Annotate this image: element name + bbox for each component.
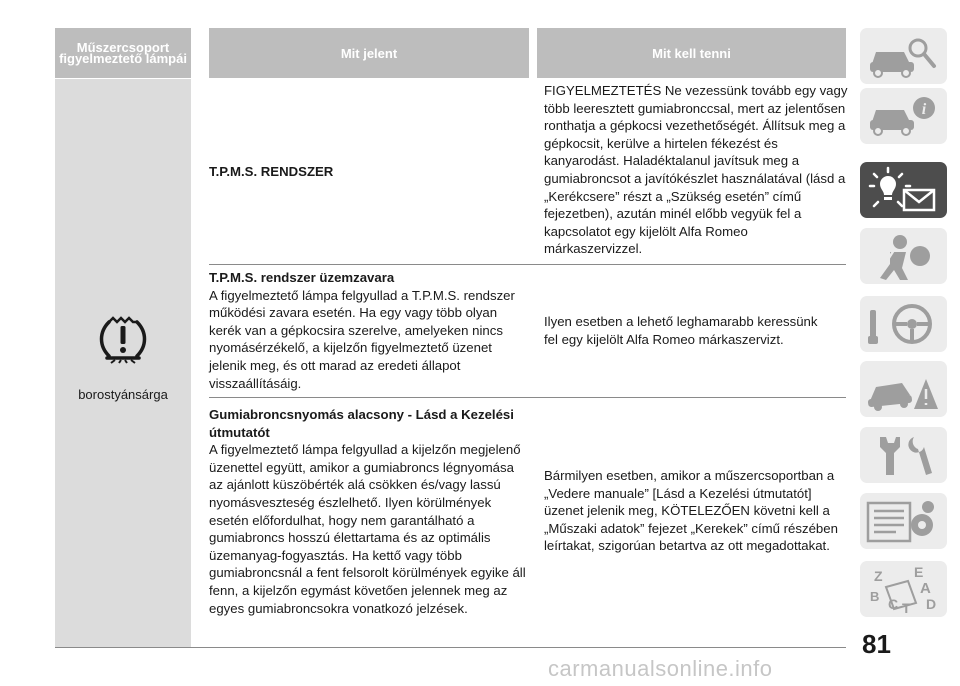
warning-light-message-icon	[860, 162, 947, 218]
index-letter-z: Z	[874, 568, 883, 584]
car-info-icon	[860, 88, 947, 144]
row3-action: Bármilyen esetben, amikor a műszercsoportban a „Vedere manuale” [Lásd a Kezelési útmutatót] üzenet jelenik meg, KÖTELEZŐEN követni kell a „Műszaki adatok” fejezet „Kerekek” című részében leírtakat, szigorúan betartva az ott megadottakat.	[544, 468, 838, 554]
alphabet-index-icon	[860, 561, 947, 617]
row1-action: FIGYELMEZTETÉS Ne vezessünk tovább egy vagy több leeresztett gumiabronccsal, mert az jelentősen ronthatja a gépkocsi vezethetőségét. Állítsuk meg a gépkocsit, kerülve a hirtelen fékezést és kanyarodást. Haladéktalanul javítsuk meg a gumiabroncsot a javítókészlet használatával (lásd a „Kerékcsere” részt a „Szükség esetén” című fejezetben), azután minél előbb vegyük fel a kapcsolatot egy kijelölt Alfa Romeo márkaszervizzel.	[544, 83, 848, 257]
watermark: carmanualsonline.info	[548, 656, 773, 681]
index-letter-t: T	[902, 600, 911, 616]
index-letter-e: E	[914, 564, 924, 580]
airbag-safety-icon	[860, 228, 947, 284]
chapter-tab-maintenance[interactable]	[860, 427, 947, 483]
index-letter-c: C	[888, 596, 899, 612]
index-letter-b: B	[870, 589, 880, 604]
car-search-icon	[860, 28, 947, 84]
chapter-tab-technical-data[interactable]	[860, 493, 947, 549]
index-letter-d: D	[926, 596, 937, 612]
page-number: 81	[862, 629, 891, 659]
row1-meaning	[209, 163, 524, 181]
svg-text:i: i	[921, 101, 927, 118]
tech-data-gear-icon	[860, 493, 947, 549]
row1-meaning-title: T.P.M.S. RENDSZER	[209, 164, 334, 179]
header-lamp-group-label: Műszercsoport figyelmeztető lámpái	[59, 40, 187, 66]
chapter-tab-driving[interactable]	[860, 296, 947, 352]
row2-action: Ilyen esetben a lehető leghamarabb keressünk fel egy kijelölt Alfa Romeo márkaszervizt.	[544, 314, 818, 347]
chapter-tab-warning-lights[interactable]	[860, 162, 947, 218]
column-gap-1	[191, 28, 209, 648]
chapter-tab-car-info[interactable]	[860, 88, 947, 144]
row3-meaning-text: A figyelmeztető lámpa felgyullad a kijelzőn megjelenő üzenettel együtt, amikor a gumiabroncs légnyomása az ajánlott küszöbérték alá csökken és/vagy lassú nyomásveszteség észlelhető. Ilyen körülmények esetén előfordulhat, hogy nem garantálható a gumiabroncs hosszú élettartama és az optimális üzemanyag-fogyasztás. Ha kettő vagy több gumiabroncsnál a fent felsorolt körülmények egyike áll fenn, a kijelzőn egymást követően jelennek meg az egyes gumiabroncsokra vonatkozó jelzések.	[209, 442, 526, 616]
lamp-color-label: borostyánsárga	[78, 387, 168, 402]
row2-meaning-text: A figyelmeztető lámpa felgyullad a T.P.M.S. rendszer működési zavara esetén. Ha egy vagy több olyan kerék van a gépkocsira szerelve, amelyeken nincs nyomásérzékelő, a kijelzőn figyelmeztető üzenet jelenik meg, és ott marad az eredeti állapot visszaállításáig.	[209, 287, 515, 391]
car-accident-icon	[860, 361, 947, 417]
chapter-tab-emergency[interactable]	[860, 361, 947, 417]
wrench-tools-icon	[860, 427, 947, 483]
row-divider-1	[209, 264, 846, 265]
row2-meaning	[209, 269, 521, 392]
header-lamp-group	[55, 28, 191, 78]
lamp-cell	[55, 79, 191, 648]
header-action-label: Mit kell tenni	[652, 45, 731, 61]
header-action	[537, 28, 846, 78]
chapter-tab-car-search[interactable]	[860, 28, 947, 84]
row3-meaning-title: Gumiabroncsnyomás alacsony - Lásd a Kezelési útmutatót	[209, 407, 514, 440]
header-meaning-label: Mit jelent	[340, 45, 398, 61]
chapter-tab-index[interactable]	[860, 561, 947, 617]
chapter-tab-safety[interactable]	[860, 228, 947, 284]
row3-meaning	[209, 406, 529, 617]
table-bottom-rule	[55, 647, 846, 648]
column-gap-2	[529, 28, 537, 648]
row-divider-2	[209, 397, 846, 398]
index-letter-a: A	[920, 580, 931, 597]
header-meaning	[209, 28, 529, 78]
tpms-warning-icon	[93, 310, 153, 370]
row2-meaning-title: T.P.M.S. rendszer üzemzavara	[209, 270, 395, 285]
steering-wheel-icon	[860, 296, 947, 352]
